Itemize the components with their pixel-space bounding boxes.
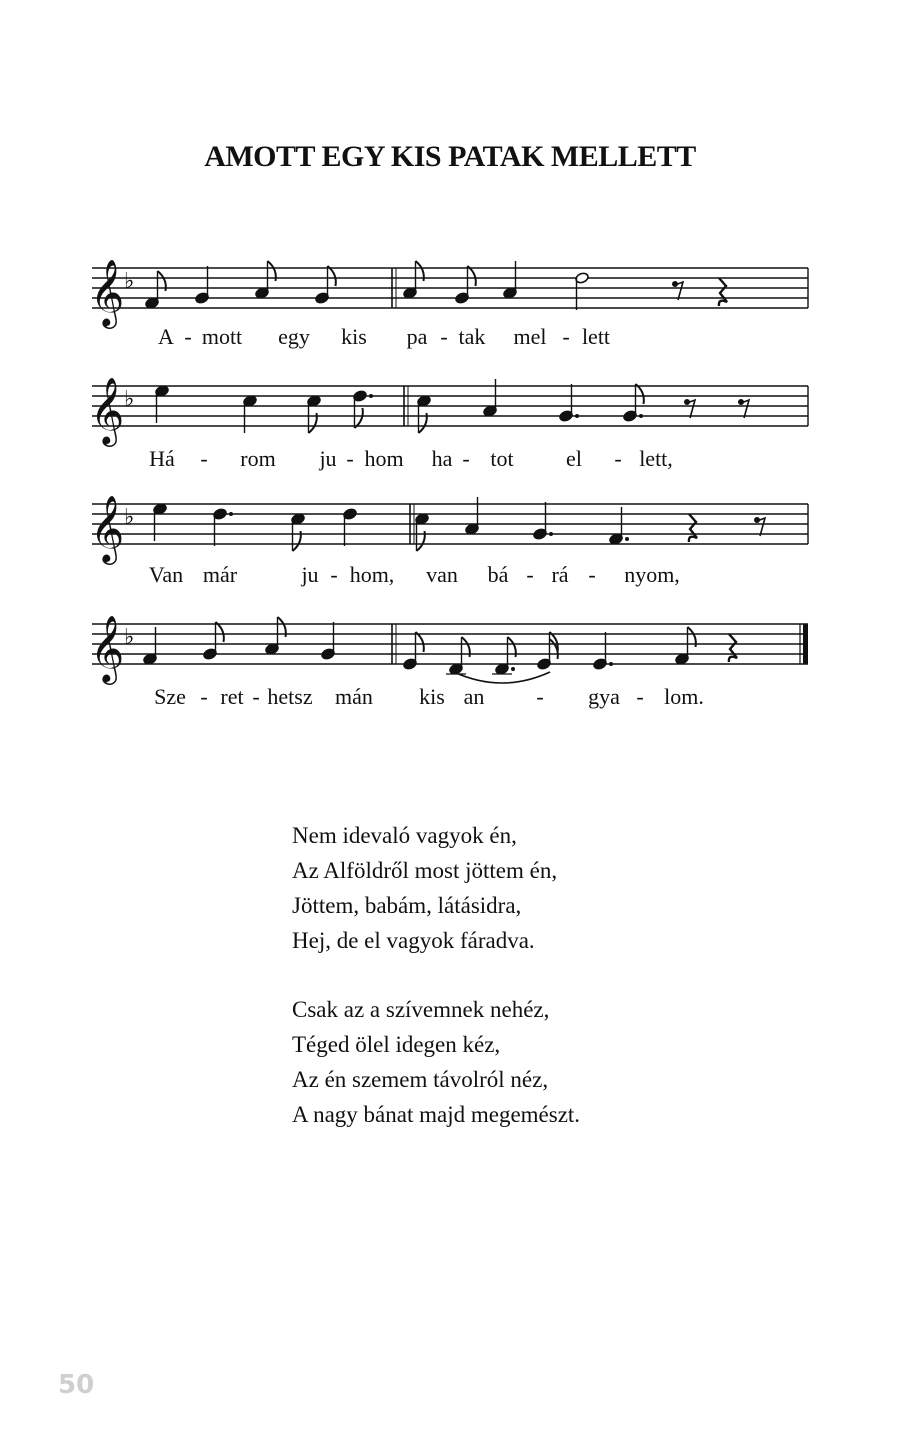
treble-clef-icon: 𝄞 xyxy=(90,614,125,682)
note-flag xyxy=(636,384,644,404)
quarter-rest xyxy=(719,278,727,306)
quarter-rest xyxy=(689,514,697,542)
lyric-hyphen: - xyxy=(200,446,208,471)
lyric-syllable: lett xyxy=(581,324,611,349)
lyric-hyphen: - xyxy=(440,324,448,349)
lyric-syllable: tot xyxy=(490,446,514,471)
verse-line: Az én szemem távolról néz, xyxy=(292,1067,549,1092)
staff-3-notation xyxy=(92,490,812,560)
lyric-syllable: Sze xyxy=(154,684,186,709)
lyric-hyphen: - xyxy=(526,562,534,587)
lyric-syllable: Há xyxy=(149,446,175,471)
lyric-syllable: hetsz xyxy=(267,684,313,709)
lyric-hyphen: - xyxy=(184,324,192,349)
lyric-hyphen: - xyxy=(536,684,544,709)
verse-line: A nagy bánat majd megemészt. xyxy=(292,1102,581,1127)
lyric-syllable: lett, xyxy=(639,446,673,471)
verses xyxy=(292,818,792,1166)
lyric-syllable: kis xyxy=(419,684,445,709)
augmentation-dot xyxy=(575,414,579,418)
lyric-hyphen: - xyxy=(330,562,338,587)
note-flag xyxy=(216,622,224,642)
music-staff-4 xyxy=(92,610,812,730)
lyric-hyphen: - xyxy=(346,446,354,471)
treble-clef-icon: 𝄞 xyxy=(90,494,125,562)
lyric-syllable: lom. xyxy=(664,684,704,709)
lyric-syllable: el xyxy=(566,446,582,471)
lyric-syllable: ju xyxy=(319,446,337,471)
lyric-syllable: A xyxy=(158,324,174,349)
lyric-hyphen: - xyxy=(200,684,208,709)
lyric-syllable: van xyxy=(426,562,458,587)
staff-2-notation xyxy=(92,372,812,442)
music-staff-2 xyxy=(92,372,812,492)
augmentation-dot xyxy=(639,414,643,418)
eighth-rest xyxy=(757,518,765,536)
lyric-syllable: pa xyxy=(406,324,428,349)
lyric-syllable: mán xyxy=(335,684,373,709)
lyric-syllable: már xyxy=(202,562,238,587)
stanza-1 xyxy=(292,818,792,958)
staff-2-lyrics xyxy=(92,446,812,476)
augmentation-dot xyxy=(549,532,553,536)
lyric-hyphen: - xyxy=(462,446,470,471)
treble-clef-icon: 𝄞 xyxy=(90,376,125,444)
stanza-2 xyxy=(292,992,792,1132)
lyric-hyphen: - xyxy=(562,324,570,349)
verse-line: Téged ölel idegen kéz, xyxy=(292,1032,501,1057)
lyric-syllable: mel xyxy=(513,324,547,349)
note-flag xyxy=(328,266,336,286)
eighth-rest xyxy=(687,400,695,418)
augmentation-dot xyxy=(511,667,515,671)
lyric-hyphen: - xyxy=(252,684,260,709)
staff-4-lyrics xyxy=(92,684,812,714)
staff-4-notation xyxy=(92,610,812,680)
quarter-rest xyxy=(729,634,737,662)
verse-line: Az Alföldről most jöttem én, xyxy=(292,858,558,883)
lyric-syllable: tak xyxy=(458,324,486,349)
lyric-syllable: rá xyxy=(551,562,569,587)
treble-clef-icon: 𝄞 xyxy=(90,258,125,326)
eighth-rest xyxy=(675,282,683,300)
page-number: 50 xyxy=(58,1370,95,1400)
augmentation-dot xyxy=(609,662,613,666)
lyric-syllable: gya xyxy=(588,684,620,709)
lyric-syllable: hom xyxy=(364,446,404,471)
lyric-syllable: mott xyxy=(201,324,243,349)
staff-1-lyrics xyxy=(92,324,812,354)
music-staff-3 xyxy=(92,490,812,610)
note-flag xyxy=(468,266,476,286)
lyric-syllable: egy xyxy=(278,324,310,349)
lyric-syllable: Van xyxy=(148,562,184,587)
lyric-syllable: ha xyxy=(431,446,453,471)
eighth-rest xyxy=(741,400,749,418)
flat-sign-icon: ♭ xyxy=(124,387,135,412)
music-staff-1 xyxy=(92,254,812,374)
lyric-syllable: kis xyxy=(341,324,367,349)
lyric-hyphen: - xyxy=(588,562,596,587)
augmentation-dot xyxy=(369,394,373,398)
verse-line: Hej, de el vagyok fáradva. xyxy=(292,928,535,953)
staff-3-lyrics xyxy=(92,562,812,592)
verse-line: Csak az a szívemnek nehéz, xyxy=(292,997,550,1022)
flat-sign-icon: ♭ xyxy=(124,625,135,650)
note-flag xyxy=(355,408,363,428)
lyric-syllable: nyom, xyxy=(624,562,680,587)
lyric-syllable: hom, xyxy=(349,562,395,587)
lyric-syllable: ju xyxy=(301,562,319,587)
lyric-hyphen: - xyxy=(636,684,644,709)
verse-line: Nem idevaló vagyok én, xyxy=(292,823,517,848)
song-title: AMOTT EGY KIS PATAK MELLETT xyxy=(204,140,696,173)
lyric-syllable: an xyxy=(463,684,485,709)
final-barline-thick xyxy=(803,624,808,664)
staff-1-notation xyxy=(92,254,812,324)
lyric-syllable: bá xyxy=(487,562,509,587)
verse-line: Jöttem, babám, látásidra, xyxy=(292,893,522,918)
lyric-syllable: ret xyxy=(220,684,244,709)
lyric-syllable: rom xyxy=(240,446,276,471)
augmentation-dot xyxy=(229,512,233,516)
flat-sign-icon: ♭ xyxy=(124,269,135,294)
lyric-hyphen: - xyxy=(614,446,622,471)
note-flag xyxy=(416,632,424,652)
augmentation-dot xyxy=(625,537,629,541)
flat-sign-icon: ♭ xyxy=(124,505,135,530)
